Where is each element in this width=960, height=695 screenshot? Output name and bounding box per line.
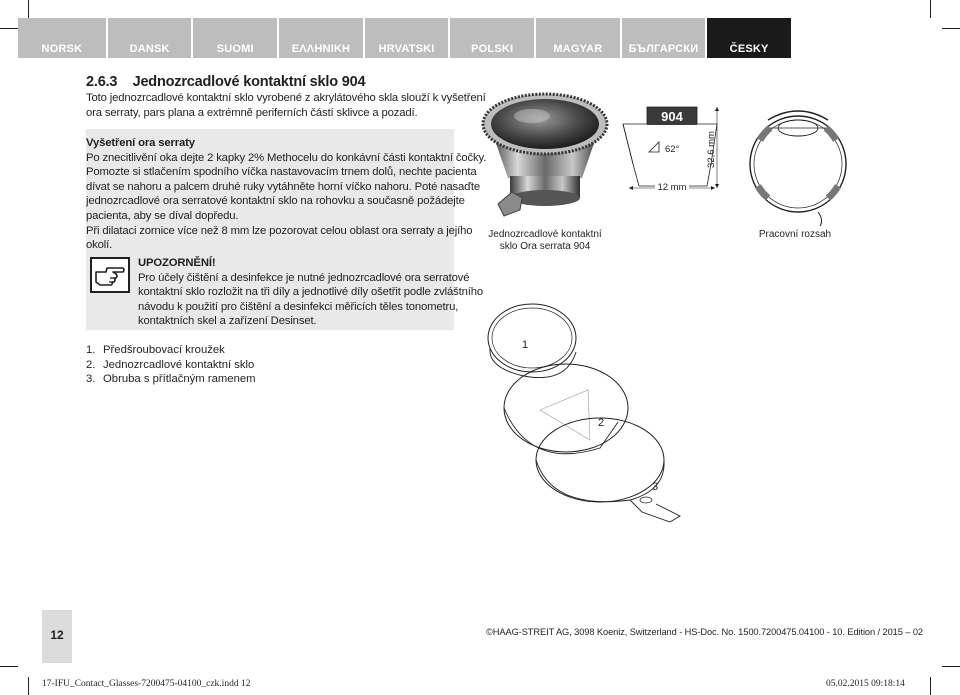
section-number: 2.6.3 (86, 74, 118, 90)
crop-mark (28, 0, 29, 18)
list-item: 2. Jednozrcadlové kontaktní sklo (86, 358, 255, 371)
crop-mark (942, 28, 960, 29)
intro-line: Toto jednozrcadlové kontaktní sklo vyrobené z akrylátového skla slouží k vyšetření (86, 92, 486, 104)
tab-suomi[interactable]: SUOMI (193, 18, 277, 58)
note-line: návodu k použití pro čištění a desinfekci měřicích těles tonometru, (138, 300, 459, 313)
crop-mark (0, 666, 18, 667)
exam-line: Při dilataci zornice více než 8 mm lze pozorovat celou oblast ora serraty a jejího (86, 224, 473, 237)
list-item: 3. Obruba s přítlačným ramenem (86, 373, 256, 386)
exploded-view-diagram (470, 290, 690, 530)
part-label: 2 (598, 417, 605, 429)
section-heading (86, 74, 365, 90)
exam-heading: Vyšetření ora serraty (86, 137, 195, 149)
intro-line: ora serraty, pars plana a extrémně periferních částí sklivce a pozadí. (86, 106, 418, 119)
tab-polski[interactable]: POLSKI (450, 18, 534, 58)
parts-list (86, 343, 256, 387)
part-label: 3 (652, 481, 659, 493)
language-tabs (18, 18, 791, 58)
exam-line: dívat se nahoru a palcem druhé ruky vytáhněte horní víčko nahoru. Poté nasaďte (86, 180, 481, 193)
exam-line: okolí. (86, 239, 113, 252)
tab-bulgarian[interactable]: БЪЛГАРСКИ (622, 18, 706, 58)
exam-line: Pomozte si stlačením spodního víčka nastavovacím trnem dolů, nechte pacienta (86, 166, 477, 179)
part-label: 1 (522, 339, 529, 351)
crop-mark (930, 677, 931, 695)
footer-copyright: ©HAAG-STREIT AG, 3098 Koeniz, Switzerland - HS-Doc. No. 1500.7200475.04100 - 10. Edition / 2015 – 02 (486, 627, 923, 637)
tab-hrvatski[interactable]: HRVATSKI (365, 18, 449, 58)
contact-glass-photo (470, 86, 620, 226)
note-heading: UPOZORNĚNÍ! (138, 257, 216, 269)
section-title: Jednozrcadlové kontaktní sklo 904 (132, 74, 366, 90)
print-timestamp: 05.02.2015 09:18:14 (826, 679, 905, 689)
eye-range-diagram (740, 98, 852, 228)
exam-line: jednozrcadlové ora serratové kontaktní sklo na rohovku a současně požádejte (86, 195, 465, 208)
height-label: 32,6 mm (706, 131, 717, 168)
tab-greek[interactable]: ΕΛΛΗΝΙΚΗ (279, 18, 363, 58)
note-line: kontaktní sklo rozložit na tři díly a jednotlivé díly ošetřit podle zvláštního (138, 286, 483, 299)
page-number: 12 (50, 628, 64, 642)
crop-mark (0, 28, 18, 29)
tab-magyar[interactable]: MAGYAR (536, 18, 620, 58)
tab-norsk[interactable]: NORSK (18, 18, 106, 58)
model-number: 904 (661, 109, 683, 124)
list-item: 1. Předšroubovací kroužek (86, 344, 225, 356)
note-line: kontaktních skel a zařízení Desinset. (138, 315, 317, 328)
exam-line: Po znecitlivění oka dejte 2 kapky 2% Methocelu do konkávní části kontaktní čočky. (86, 151, 487, 164)
photo-caption: Jednozrcadlové kontaktní sklo Ora serrata 904 (488, 229, 602, 252)
crop-mark (28, 677, 29, 695)
crop-mark (942, 666, 960, 667)
pointing-hand-icon (90, 257, 130, 293)
angle-label: 62° (665, 144, 680, 155)
note-line: Pro účely čištění a desinfekce je nutné jednozrcadlové ora serratové (138, 271, 470, 284)
print-slug: 17-IFU_Contact_Glasses-7200475-04100_czk.indd 12 (42, 679, 251, 689)
range-caption: Pracovní rozsah (758, 229, 832, 240)
tab-cesky[interactable]: ČESKY (707, 18, 791, 58)
tab-dansk[interactable]: DANSK (108, 18, 192, 58)
crop-mark (930, 0, 931, 18)
dimension-diagram (615, 102, 727, 202)
exam-line: pacienta, aby se díval dopředu. (86, 210, 239, 222)
width-label: 12 mm (657, 182, 687, 193)
